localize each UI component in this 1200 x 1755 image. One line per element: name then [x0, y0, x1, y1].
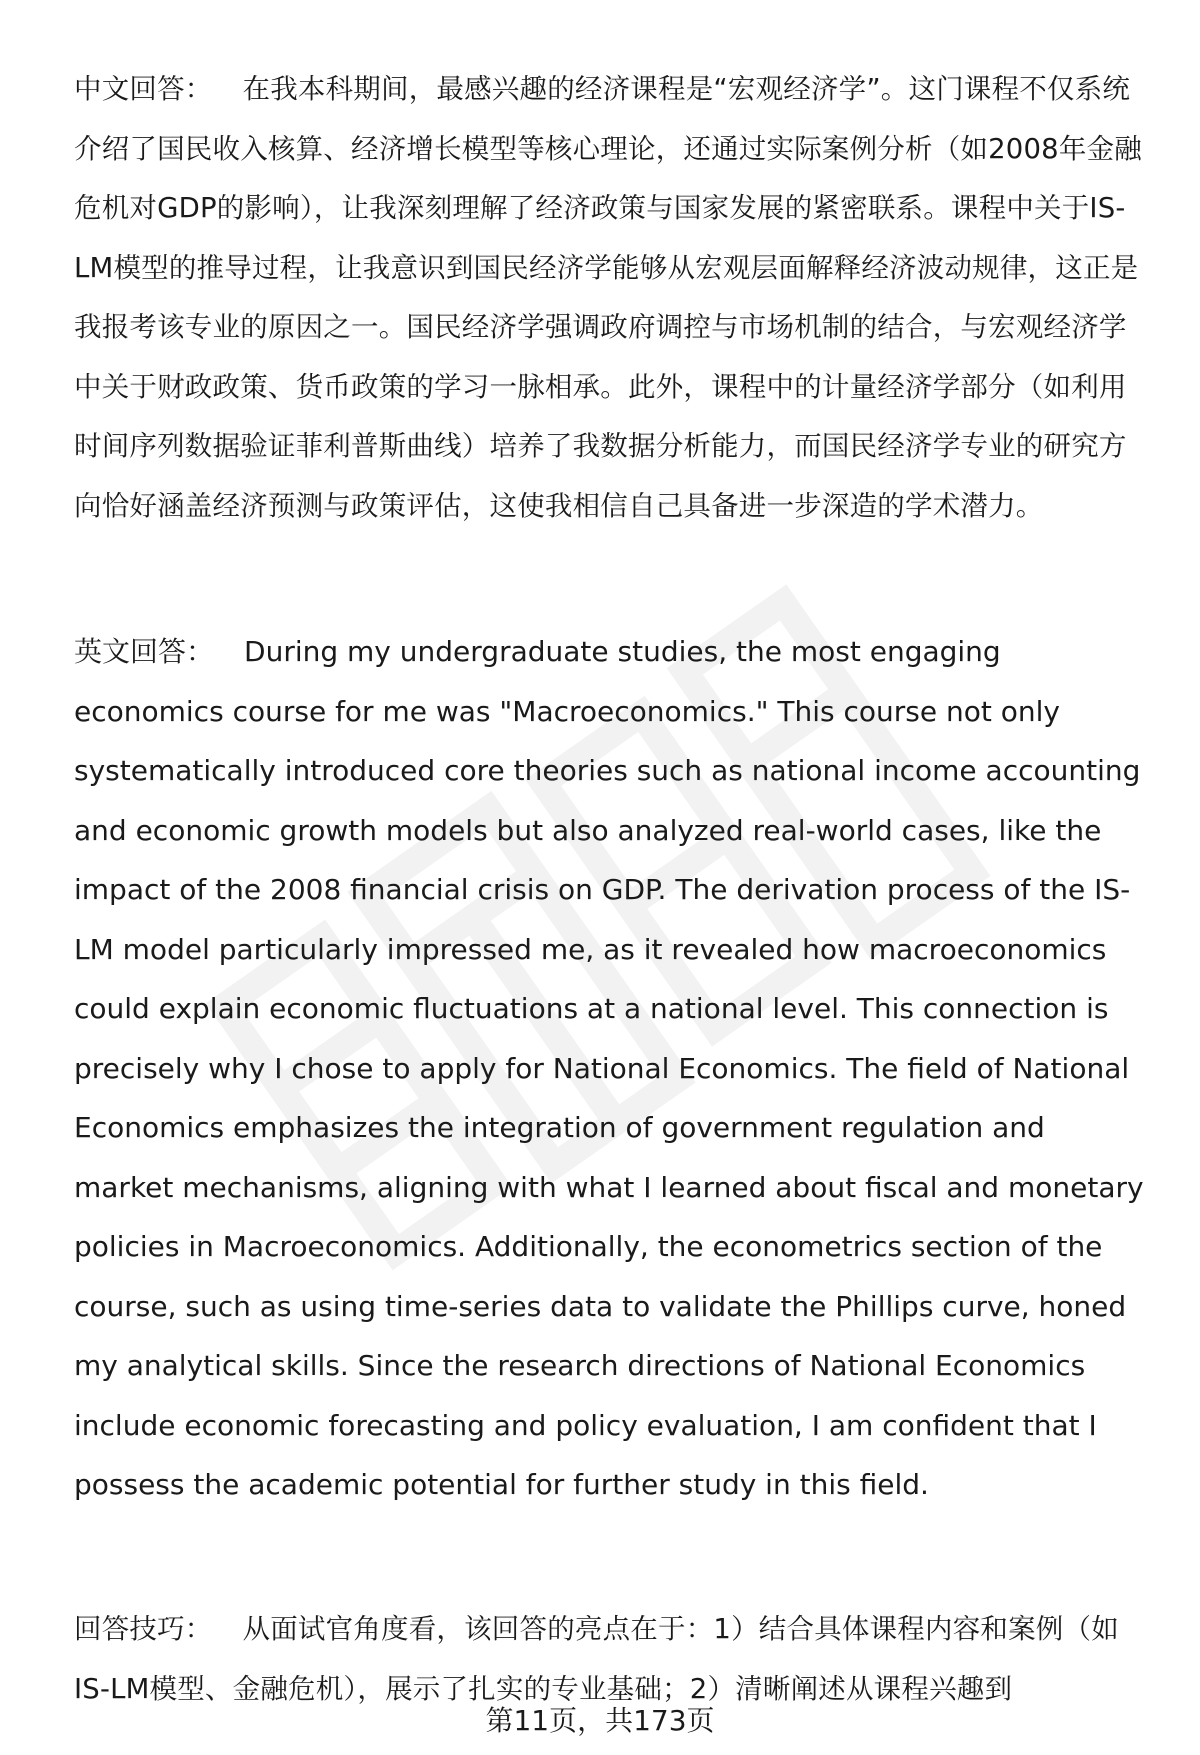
chinese-answer-paragraph: [74, 60, 1152, 536]
english-answer-label: 英文回答：: [74, 635, 215, 668]
english-answer-paragraph: [74, 622, 1152, 1515]
chinese-answer-text: 在我本科期间，最感兴趣的经济课程是“宏观经济学”。这门课程不仅系统介绍了国民收入核算、经济增长模型等核心理论，还通过实际案例分析（如2008年金融危机对GDP的影响），让我深刻理解了经济政策与国家发展的紧密联系。课程中关于IS-LM模型的推导过程，让我意识到国民经济学能够从宏观层面解释经济波动规律，这正是我报考该专业的原因之一。国民经济学强调政府调控与市场机制的结合，与宏观经济学中关于财政政策、货币政策的学习一脉相承。此外，课程中的计量经济学部分（如利用时间序列数据验证菲利普斯曲线）培养了我数据分析能力，而国民经济学专业的研究方向恰好涵盖经济预测与政策评估，这使我相信自己具备进一步深造的学术潜力。: [74, 73, 1142, 522]
answer-tips-label: 回答技巧：: [74, 1613, 213, 1645]
english-answer-text: During my undergraduate studies, the most engaging economics course for me was "Macroeconomics." This course not only systematically introduced core theories such as national income accounting and economic growth models but also analyzed real-world cases, like the impact of the 2008 financial crisis on GDP. The derivation process of the IS-LM model particularly impressed me, as it revealed how macroeconomics could explain economic fluctuations at a national level. This connection is precisely why I chose to apply for National Economics. The field of National Economics emphasizes the integration of government regulation and market mechanisms, aligning with what I learned about fiscal and monetary policies in Macroeconomics. Additionally, the econometrics section of the course, such as using time-series data to validate the Phillips curve, honed my analytical skills. Since the research directions of National Economics include economic forecasting and policy evaluation, I am confident that I possess the academic potential for further study in this field.: [74, 635, 1144, 1501]
chinese-answer-label: 中文回答：: [74, 73, 213, 105]
answer-tips-text: 从面试官角度看，该回答的亮点在于：1）结合具体课程内容和案例（如IS-LM模型、金融危机），展示了扎实的专业基础；2）清晰阐述从课程兴趣到: [74, 1613, 1119, 1705]
page-number-footer: 第11页，共173页: [485, 1704, 715, 1737]
